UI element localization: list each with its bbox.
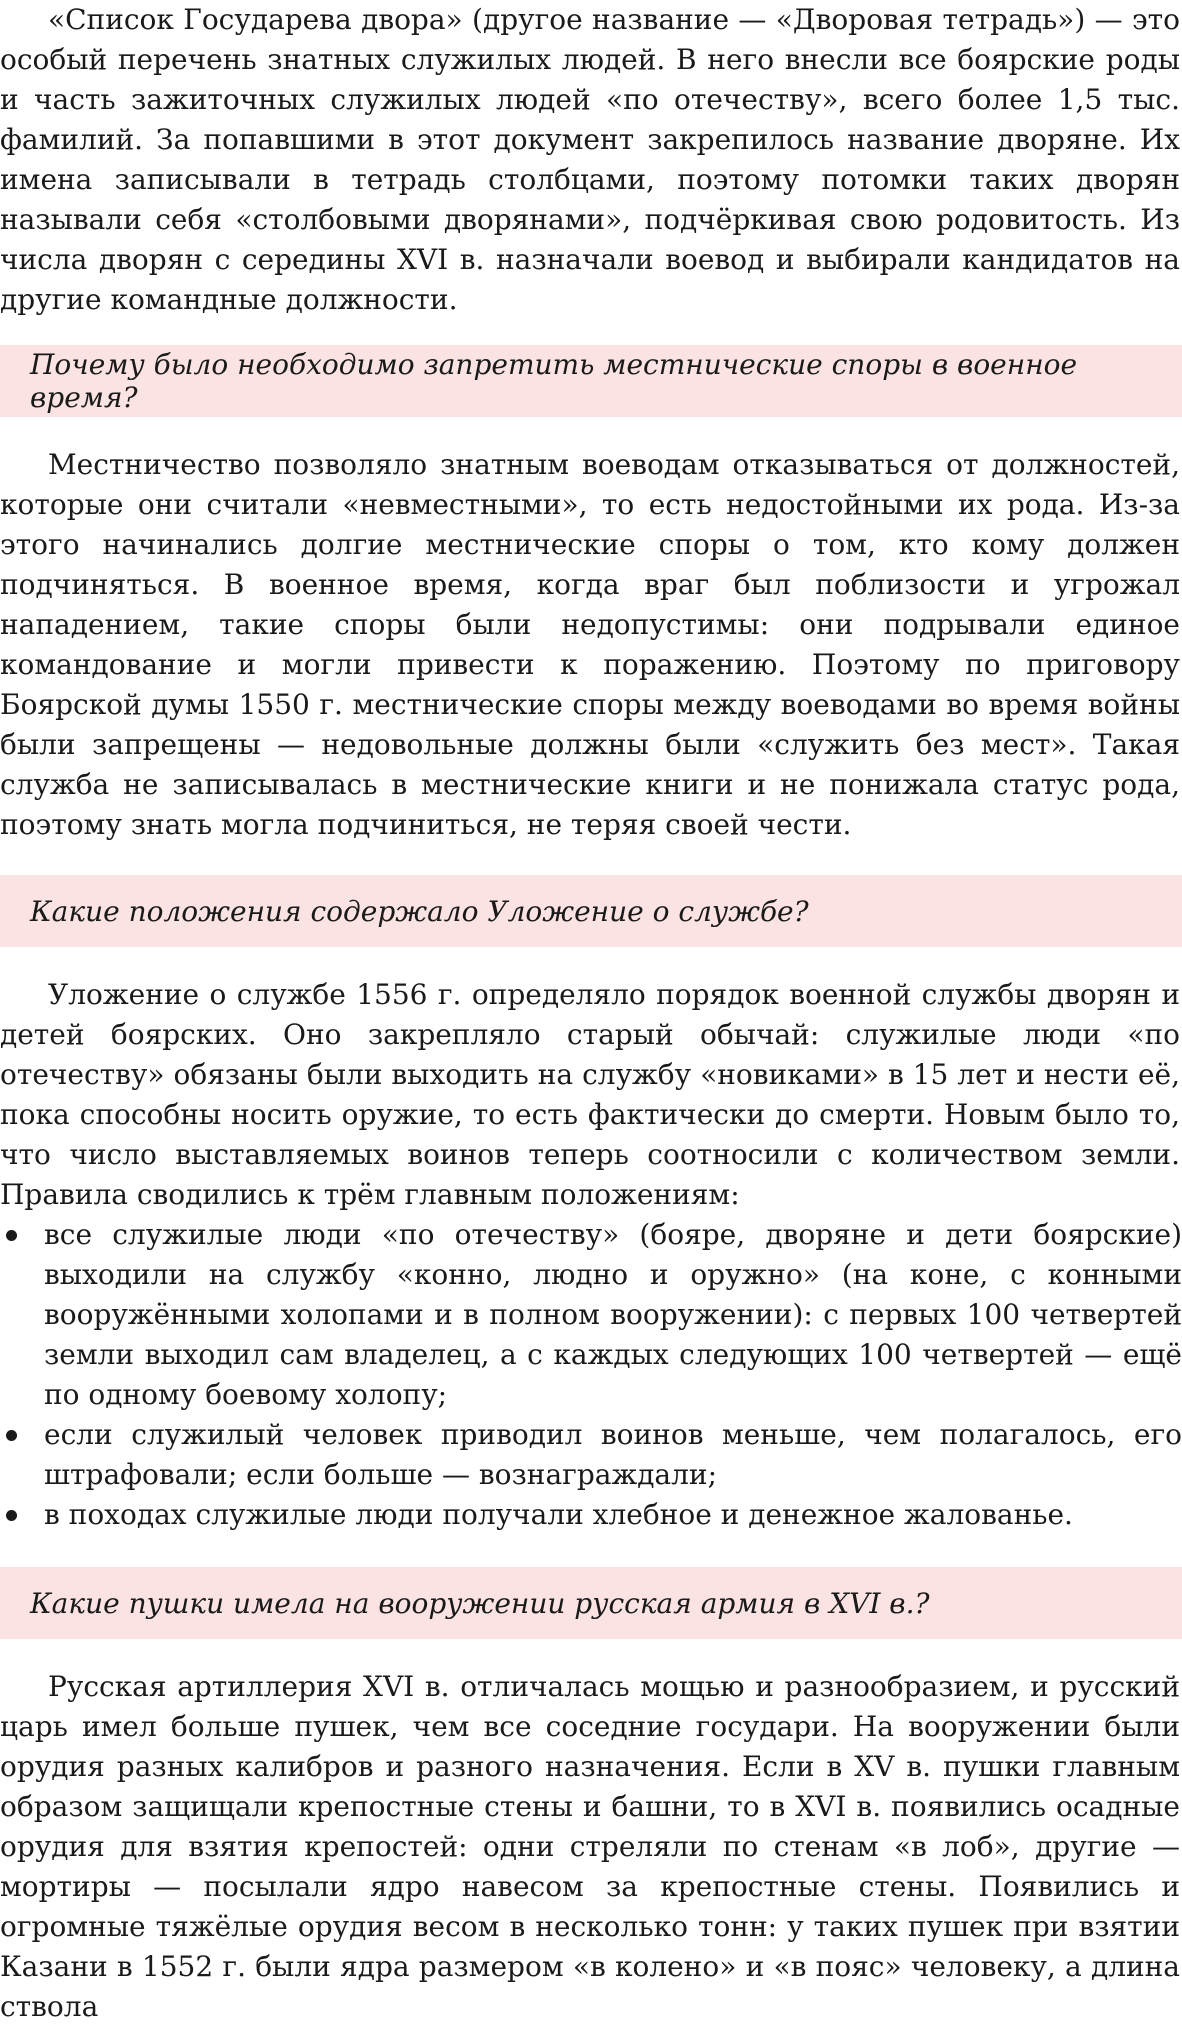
text-block-4 bbox=[0, 1667, 1182, 2027]
question-3-band bbox=[0, 1567, 1182, 1639]
paragraph-1: «Список Государева двора» (другое название — «Дворовая тетрадь») — это особый перечень знатных служилых людей. В него внесли все боярские роды и часть зажиточных служилых людей «по отечеству», всего более 1,5 тыс. фамилий. За попавшими в этот документ закрепилось название дворяне. Их имена записывали в тетрадь столбцами, поэтому потомки таких дворян называли себя «столбовыми дворянами», подчёркивая свою родовитость. Из числа дворян с середины XVI в. назначали воевод и выбирали кандидатов на другие командные должности. bbox=[0, 3, 1180, 316]
text-block-2 bbox=[0, 445, 1182, 845]
paragraph-4: Русская артиллерия XVI в. отличалась мощью и разнообразием, и русский царь имел больше пушек, чем все соседние государи. На вооружении были орудия разных калибров и разного назначения. Если в XV в. пушки главным образом защищали крепостные стены и башни, то в XVI в. появились осадные орудия для взятия крепостей: одни стреляли по стенам «в лоб», другие — мортиры — посылали ядро навесом за крепостные стены. Появились и огромные тяжёлые орудия весом в несколько тонн: у таких пушек при взятии Казани в 1552 г. были ядра размером «в колено» и «в пояс» человеку, а длина ствола bbox=[0, 1670, 1180, 2023]
question-1-text: Почему было необходимо запретить местнические споры в военное время? bbox=[30, 348, 1078, 414]
bullet-list bbox=[0, 1215, 1182, 1535]
question-2-band bbox=[0, 875, 1182, 947]
question-1-band bbox=[0, 345, 1182, 417]
bullet-item-1: все служилые люди «по отечеству» (бояре, дворяне и дети боярские) выходили на службу «конно, людно и оружно» (на коне, с конными вооружёнными холопами и в полном вооружении): с первых 100 четвертей земли выходил сам владелец, а с каждых следующих 100 четвертей — ещё по одному боевому холопу; bbox=[0, 1215, 1182, 1415]
paragraph-3: Уложение о службе 1556 г. определяло порядок военной службы дворян и детей боярских. Оно закрепляло старый обычай: служилые люди «по отечеству» обязаны были выходить на службу «новиками» в 15 лет и нести её, пока способны носить оружие, то есть фактически до смерти. Новым было то, что число выставляемых воинов теперь соотносили с количеством земли. Правила сводились к трём главным положениям: bbox=[0, 978, 1180, 1211]
question-3-text: Какие пушки имела на вооружении русская армия в XVI в.? bbox=[30, 1586, 930, 1620]
bullet-item-2: если служилый человек приводил воинов меньше, чем полагалось, его штрафовали; если больше — вознаграждали; bbox=[0, 1415, 1182, 1495]
text-block-3 bbox=[0, 975, 1182, 1535]
question-2-text: Какие положения содержало Уложение о службе? bbox=[30, 894, 809, 928]
bullet-item-3: в походах служилые люди получали хлебное и денежное жалованье. bbox=[0, 1495, 1182, 1535]
text-block-1 bbox=[0, 0, 1182, 320]
paragraph-2: Местничество позволяло знатным воеводам отказываться от должностей, которые они считали «невместными», то есть недостойными их рода. Из-за этого начинались долгие местнические споры о том, кто кому должен подчиняться. В военное время, когда враг был поблизости и угрожал нападением, такие споры были недопустимы: они подрывали единое командование и могли привести к поражению. Поэтому по приговору Боярской думы 1550 г. местнические споры между воеводами во время войны были запрещены — недовольные должны были «служить без мест». Такая служба не записывалась в местнические книги и не понижала статус рода, поэтому знать могла подчиниться, не теряя своей чести. bbox=[0, 448, 1180, 841]
